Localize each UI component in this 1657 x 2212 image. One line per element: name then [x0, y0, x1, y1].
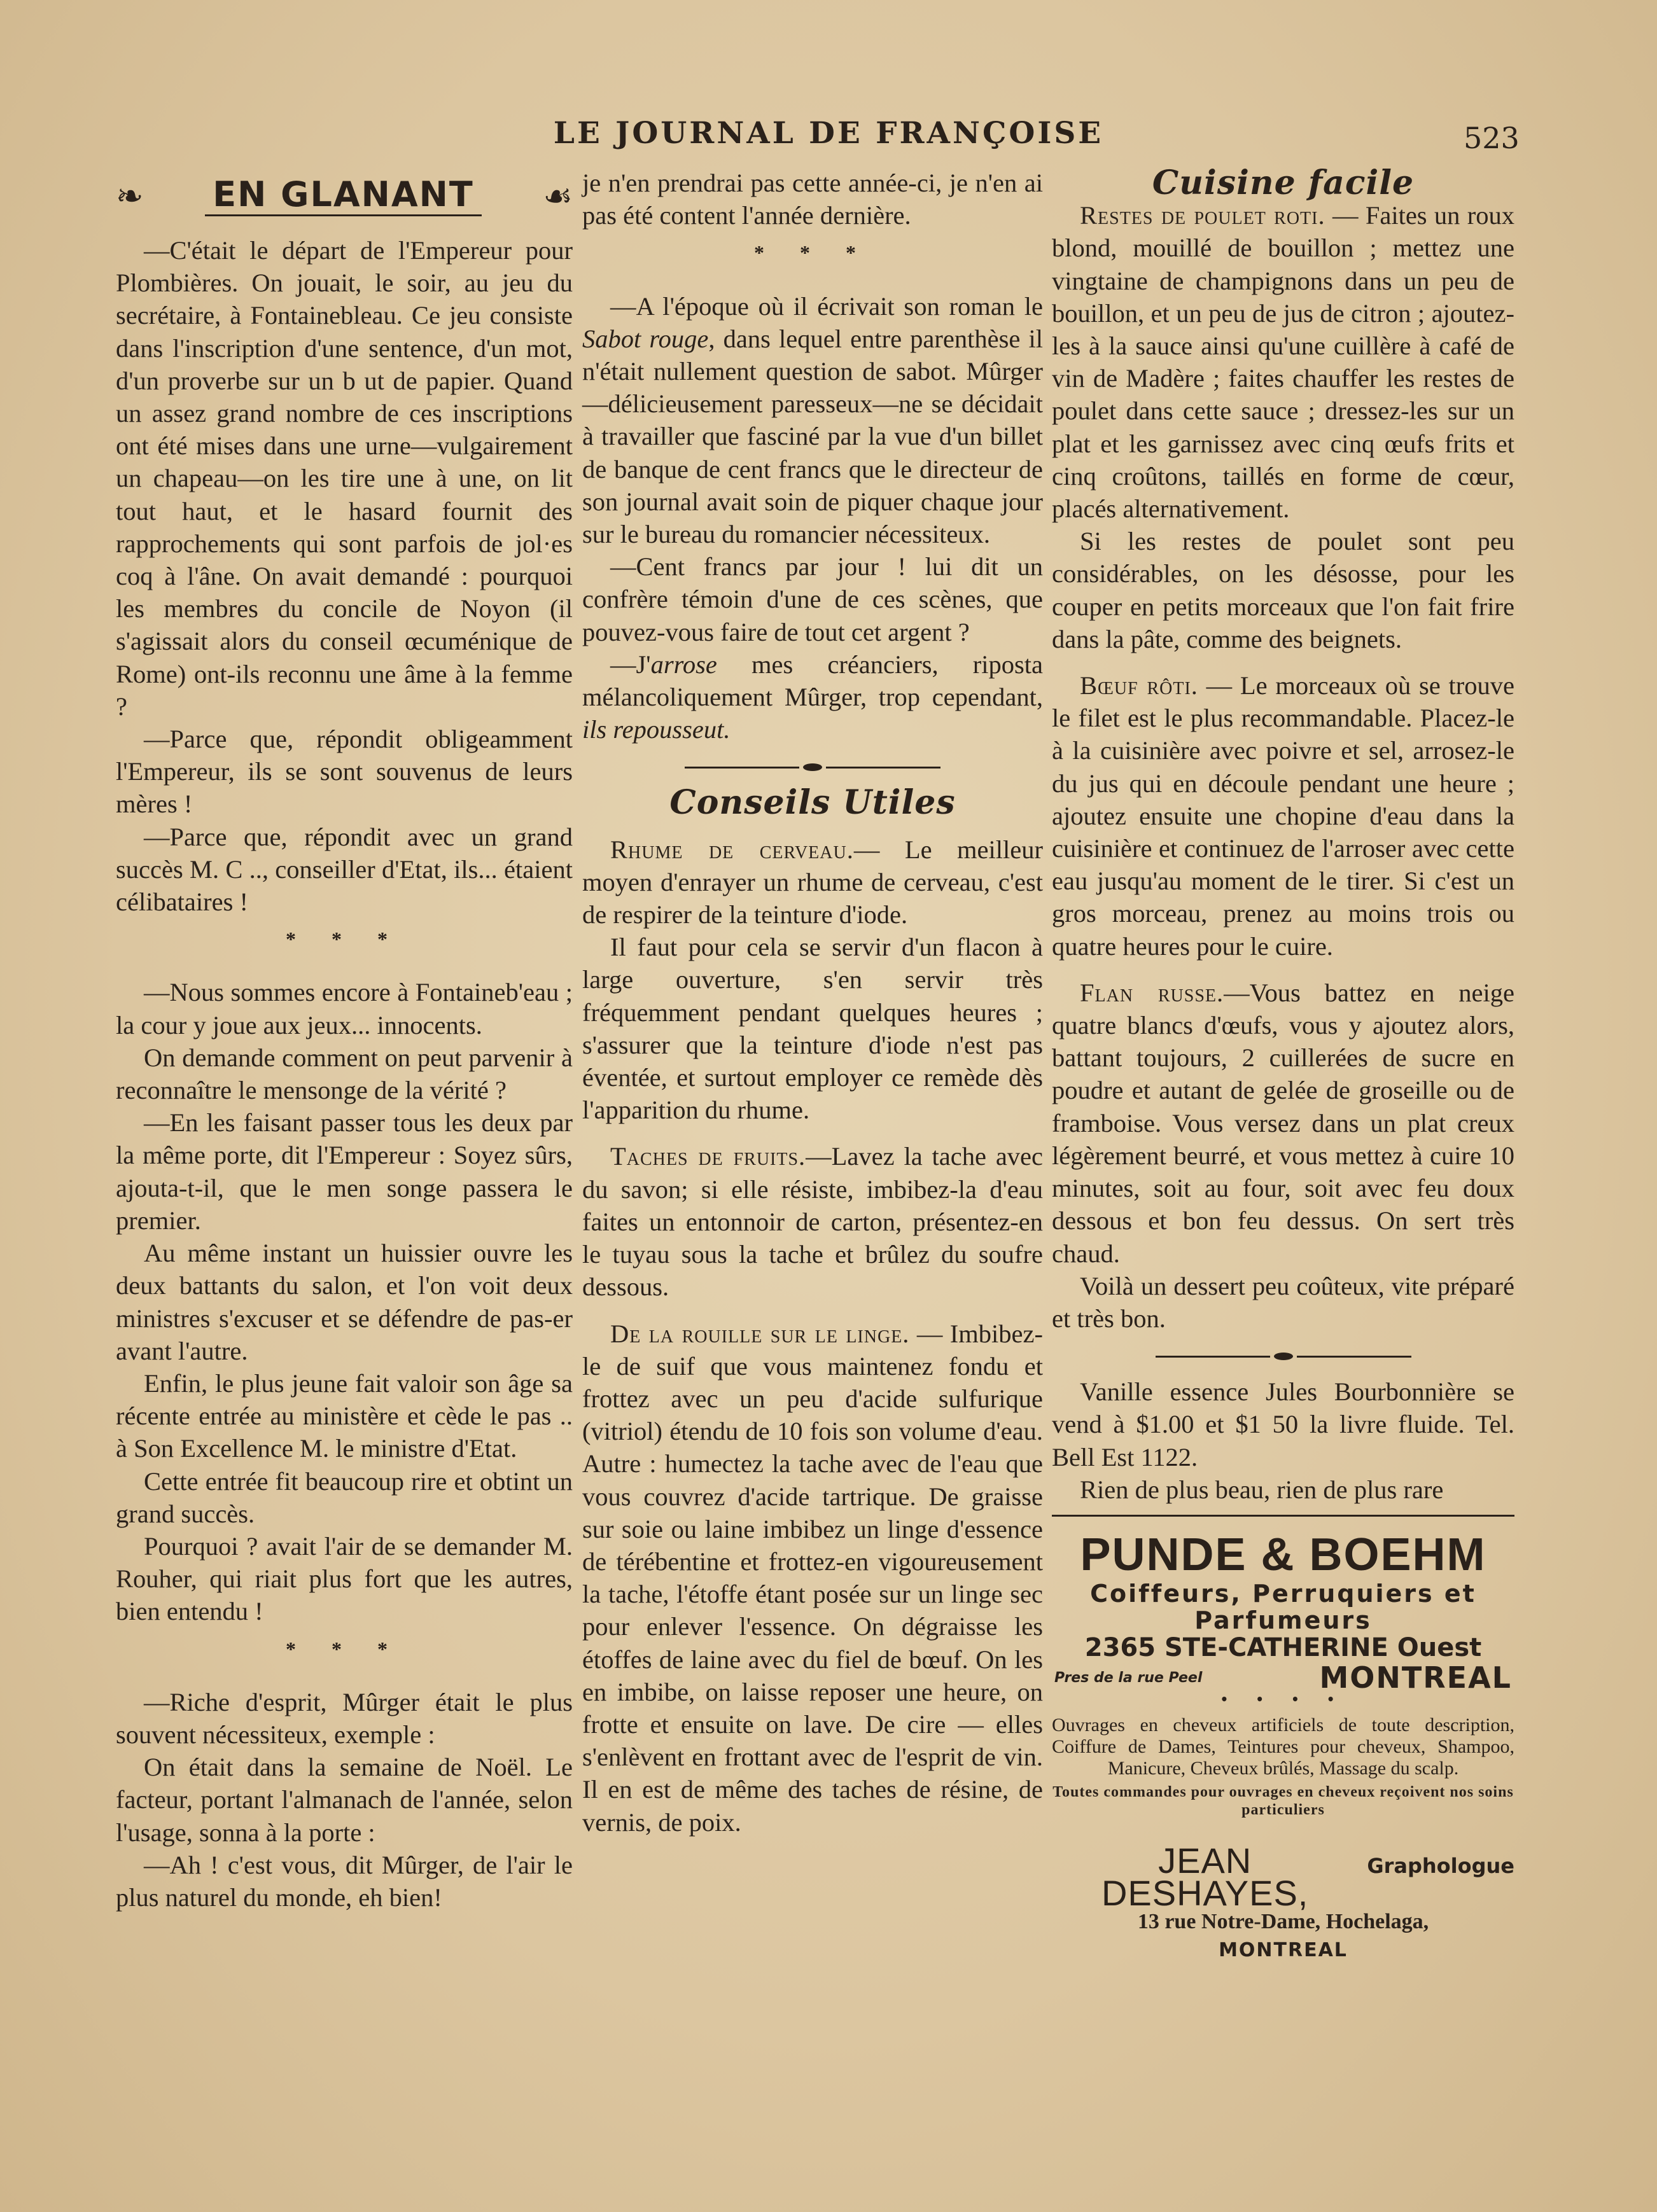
column-cuisine [1052, 163, 1514, 1966]
ornamental-rule [1052, 1353, 1514, 1360]
heading-title: EN GLANANT [205, 178, 481, 216]
paragraph: —Parce que, répondit obligeamment l'Empereur, ils se sont souvenus de leurs mères ! [116, 725, 573, 819]
item-label: Rhume de cerveau. [610, 835, 854, 864]
divider [1052, 1515, 1514, 1517]
paragraph: Rhume de cerveau.— Le meilleur moyen d'enrayer un rhume de cerveau, c'est de respirer de la teinture d'iode. [582, 835, 1043, 929]
paragraph: Pourquoi ? avait l'air de se demander M. Rouher, qui riait plus fort que les autres, bien entendu ! [116, 1531, 573, 1626]
paragraph: Cette entrée fit beaucoup rire et obtint un grand succès. [116, 1466, 573, 1528]
column-middle [582, 167, 1043, 1839]
ornamental-rule [582, 763, 1043, 771]
section-heading-cuisine: Cuisine facile [1152, 163, 1415, 202]
ad-city: MONTREAL [1319, 1660, 1512, 1695]
paragraph: On était dans la semaine de Noël. Le facteur, portant l'almanach de l'année, selon l'usage, sonna à la porte : [116, 1753, 573, 1847]
paragraph: Voilà un dessert peu coûteux, vite préparé et très bon. [1052, 1271, 1514, 1333]
asterism-divider: * * * [286, 928, 403, 951]
paragraph: —A l'époque où il écrivait son roman le Sabot rouge, dans lequel entre parenthèse il n'était nullement question de sabot. Mûrger—délicieusement paresseux—ne se décidait à travailler que fasciné par la vue d'un billet de banque de cent francs que le directeur de son journal avait soin de piquer chaque jour sur le bureau du romancier nécessiteux. [582, 291, 1043, 549]
left-flourish-icon: ❧ [116, 179, 144, 216]
paragraph: —Parce que, répondit avec un grand succès M. C .., conseiller d'Etat, ils... étaient célibataires ! [116, 822, 573, 917]
right-flourish-icon: ☙ [543, 179, 573, 216]
paragraph: —Riche d'esprit, Mûrger était le plus souvent nécessiteux, exemple : [116, 1687, 573, 1749]
ad-person-name: JEAN DESHAYES, [1101, 1840, 1309, 1914]
paragraph: Taches de fruits.—Lavez la tache avec du savon; si elle résiste, imbibez-la d'eau faites un entonnoir de carton, présentez-en le tuyau sous la tache et brûlez du soufre dessous. [582, 1142, 1043, 1302]
ad-description: Ouvrages en cheveux artificiels de toute description, Coiffure de Dames, Teintures pour cheveux, Shampoo, Manicure, Cheveux brûlés, Massage du scalp. [1052, 1715, 1514, 1779]
paragraph: Restes de poulet roti. — Faites un roux blond, mouillé de bouillon ; mettez une vingtaine de champignons dans un peu de bouillon, et un peu de jus de citron ; ajoutez-les à la sauce ainsi qu'une cuillère à café de vin de Madère ; faites chauffer les restes de poulet dans cette sauce ; dressez-les sur un plat et les garnissez avec cinq œufs frits et cinq croûtons, taillés en forme de cœur, placés alternativement. [1052, 201, 1514, 524]
paragraph: —C'était le départ de l'Empereur pour Plombières. On jouait, le soir, au jeu du secrétaire, à Fontainebleau. Ce jeu consiste dans l'inscription d'une sentence, d'un mot, d'un proverbe sur un b ut de papier. Quand un assez grand nombre de ces inscriptions ont été mises dans une urne—vulgairement un chapeau—on les tire une à une, on lit tout haut, et le hasard fournit des rapprochements qui sont parfois de jol·es coq à l'âne. On avait demandé : pourquoi les membres du concile de Noyon (il s'agissait alors du conseil œcuménique de Rome) ont-ils reconnu une âme à la femme ? [116, 236, 573, 721]
ad-note: Toutes commandes pour ouvrages en cheveux reçoivent nos soins particuliers [1052, 1784, 1514, 1819]
paragraph: Au même instant un huissier ouvre les deux battants du salon, et l'on voit deux ministres s'excuser et se défendre de pas-er avant l'autre. [116, 1239, 573, 1365]
column-en-glanant [116, 167, 573, 1914]
paragraph: —En les faisant passer tous les deux par la même porte, dit l'Empereur : Soyez sûrs, ajouta-t-il, que le men songe passera le premier. [116, 1108, 573, 1235]
asterism-divider: * * * [754, 241, 871, 265]
paragraph: Il faut pour cela se servir d'un flacon à large ouverture, s'en servir très fréquemment pendant quelques heures ; s'assurer que la teinture d'iode n'est pas éventée, et surtout employer ce remède dès l'apparition du rhume. [582, 933, 1043, 1125]
ad-trade-line: Parfumeurs [1194, 1606, 1372, 1634]
paragraph: Enfin, le plus jeune fait valoir son âge sa récente entrée au ministère et cède le pas .. à Son Excellence M. le ministre d'Etat. [116, 1368, 573, 1463]
paragraph: Si les restes de poulet sont peu considérables, on les désosse, pour les couper en petits morceaux que l'on fait frire dans la pâte, comme des beignets. [1052, 527, 1514, 653]
paragraph: Rien de plus beau, rien de plus rare [1080, 1475, 1444, 1504]
ad-trade-line: Coiffeurs, Perruquiers et [1090, 1579, 1476, 1608]
advertisement-punde-boehm [1052, 1529, 1514, 1819]
item-label: Restes de poulet roti. [1080, 201, 1325, 230]
page-number: 523 [1464, 121, 1520, 155]
paragraph: De la rouille sur le linge. — Imbibez-le de suif que vous maintenez fondu et frottez avec un peu d'acide sulfurique (vitriol) étendu de 10 fois son volume d'eau. Autre : humectez la tache avec de l'eau que vous couvrez d'acide tartrique. De graisse sur soie ou laine imbibez un linge d'essence de térébentine et frottez-en vigoureusement la tache, l'étoffe étant posée sur un linge sec pour enlever l'essence. On dégraisse les étoffes de laine avec du fiel de bœuf. On les en imbibe, on laisse reposer une heure, on frotte et ensuite on lave. De cire — elles s'enlèvent en frottant avec de l'esprit de vin. Il en est de même des taches de résine, de vernis, de poix. [582, 1319, 1043, 1837]
paragraph: je n'en prendrai pas cette année-ci, je n'en ai pas été content l'année dernière. [582, 169, 1043, 230]
advertisement-deshayes [1052, 1840, 1514, 1966]
paragraph: Bœuf rôti. — Le morceaux où se trouve le filet est le plus recommandable. Placez-le à la cuisinière avec poivre et sel, arrosez-le du jus qui en découle pendant une heure ; ajoutez ensuite une chopine d'eau dans la cuisinière et continuez de l'arroser avec cette eau jusqu'au moment de le tirer. Si c'est un gros morceau, prenez au moins trois ou quatre heures pour le cuire. [1052, 671, 1514, 961]
paragraph: On demande comment on peut parvenir à reconnaître le mensonge de la vérité ? [116, 1043, 573, 1105]
running-header: LE JOURNAL DE FRANÇOISE [553, 116, 1104, 151]
item-label: Bœuf rôti. [1080, 671, 1198, 700]
paragraph: —Cent francs par jour ! lui dit un confrère témoin d'une de ces scènes, que pouvez-vous faire de tout cet argent ? [582, 552, 1043, 646]
ad-dots: • • • • [1220, 1692, 1346, 1708]
section-heading-en-glanant [116, 167, 573, 228]
section-heading-conseils: Conseils Utiles [669, 783, 956, 823]
paragraph: Vanille essence Jules Bourbonnière se vend à $1.00 et $1 50 la livre fluide. Tel. Bell Est 1122. [1052, 1377, 1514, 1471]
ad-business-name: PUNDE & BOEHM [1080, 1529, 1486, 1580]
item-label: De la rouille sur le linge. [610, 1319, 910, 1348]
ad-address: 2365 STE-CATHERINE Ouest [1084, 1632, 1482, 1662]
item-label: Flan russe. [1080, 978, 1224, 1007]
paragraph: —J'arrose mes créanciers, riposta mélancoliquement Mûrger, trop cependant, ils repousseut. [582, 650, 1043, 744]
paragraph: —Ah ! c'est vous, dit Mûrger, de l'air le plus naturel du monde, eh bien! [116, 1850, 573, 1912]
ad-profession: Graphologue [1367, 1854, 1514, 1879]
ad-city: MONTREAL [1219, 1938, 1348, 1961]
ad-location-note: Pres de la rue Peel [1054, 1669, 1203, 1686]
ad-address: 13 rue Notre-Dame, Hochelaga, [1137, 1909, 1429, 1933]
paragraph: —Nous sommes encore à Fontaineb'eau ; la cour y joue aux jeux... innocents. [116, 978, 573, 1040]
asterism-divider: * * * [286, 1637, 403, 1660]
novel-title: Sabot rouge [582, 324, 709, 353]
paragraph: Flan russe.—Vous battez en neige quatre blancs d'œufs, vous y ajoutez alors, battant toujours, 2 cuillerées de sucre en poudre et autant de gelée de groseille ou de framboise. Vous versez dans un plat creux légèrement beurré, et vous mettez à cuire 10 minutes, soit au four, soit avec feu doux dessous et bon feu dessus. On sert très chaud. [1052, 978, 1514, 1268]
item-label: Taches de fruits. [610, 1142, 806, 1171]
